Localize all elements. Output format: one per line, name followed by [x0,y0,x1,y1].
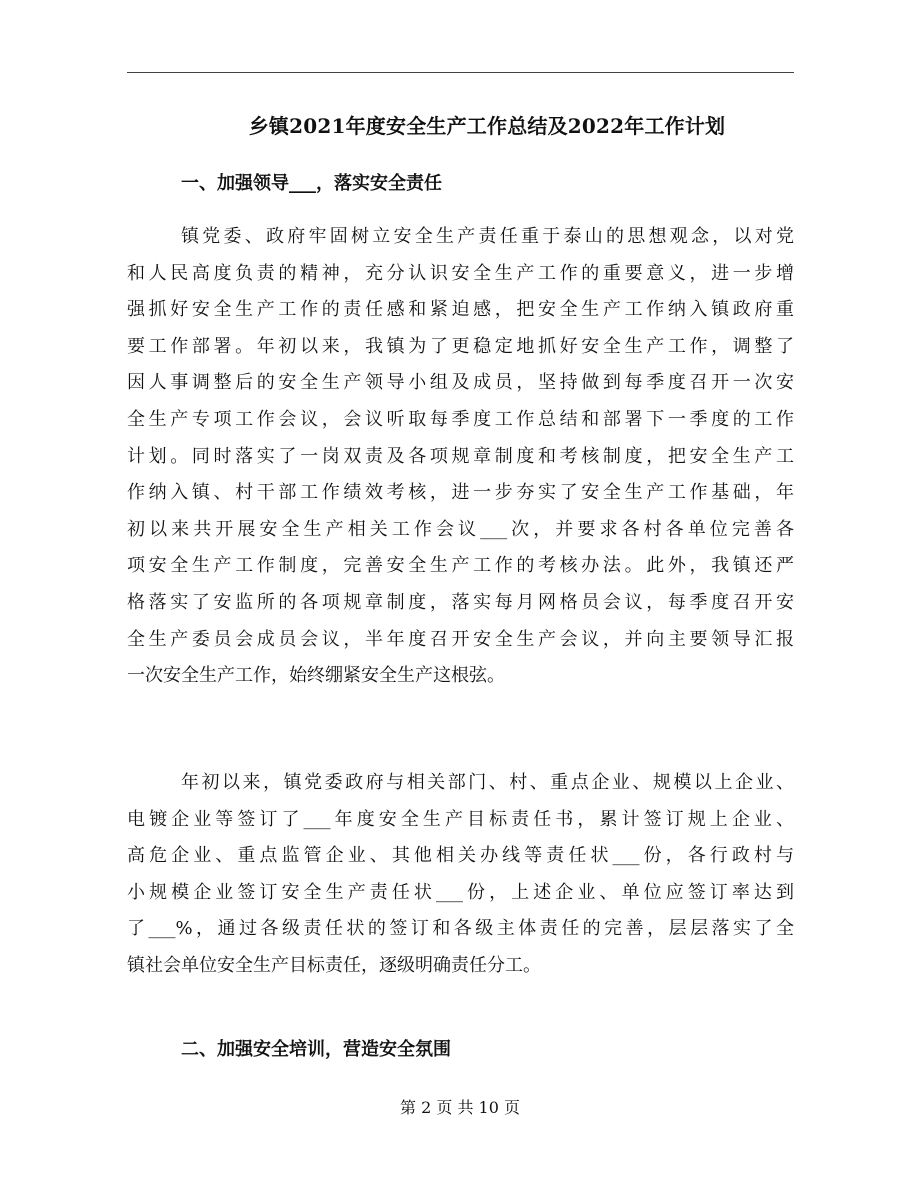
paragraph-line: 因人事调整后的安全生产领导小组及成员，坚持做到每季度召开一次安 [127,372,794,394]
paragraph-line: 小规模企业签订安全生产责任状___份，上述企业、单位应签订率达到 [127,881,794,903]
paragraph-line: 电镀企业等签订了___年度安全生产目标责任书，累计签订规上企业、 [127,808,794,830]
page-number-footer: 第 2 页 共 10 页 [400,1098,520,1117]
paragraph-line: 格落实了安监所的各项规章制度，落实每月网格员会议，每季度召开安 [127,591,794,613]
paragraph-line: 强抓好安全生产工作的责任感和紧迫感，把安全生产工作纳入镇政府重 [127,299,794,321]
paragraph-line: 项安全生产工作制度，完善安全生产工作的考核办法。此外，我镇还严 [127,555,794,577]
paragraph-line: 镇党委、政府牢固树立安全生产责任重于泰山的思想观念，以对党 [181,226,794,247]
paragraph-line: 高危企业、重点监管企业、其他相关办线等责任状___份，各行政村与 [127,845,794,867]
paragraph-line: 全生产委员会成员会议，半年度召开安全生产会议，并向主要领导汇报 [127,628,794,650]
section-heading-1: 一、加强领导___，落实安全责任 [181,173,442,194]
paragraph-line: 计划。同时落实了一岗双责及各项规章制度和考核制度，把安全生产工 [127,445,794,467]
paragraph-line: 年初以来，镇党委政府与相关部门、村、重点企业、规模以上企业、 [181,772,794,793]
paragraph-line: 初以来共开展安全生产相关工作会议___次，并要求各村各单位完善各 [127,518,794,540]
paragraph-line: 作纳入镇、村干部工作绩效考核，进一步夯实了安全生产工作基础，年 [127,482,794,504]
paragraph-line: 一次安全生产工作，始终绷紧安全生产这根弦。 [127,665,505,687]
document-title: 乡镇2021年度安全生产工作总结及2022年工作计划 [248,114,726,138]
paragraph-1 [127,219,794,695]
paragraph-line: 要工作部署。年初以来，我镇为了更稳定地抓好安全生产工作，调整了 [127,335,794,357]
paragraph-line: 镇社会单位安全生产目标责任，逐级明确责任分工。 [127,954,541,976]
paragraph-line: 全生产专项工作会议，会议听取每季度工作总结和部署下一季度的工作 [127,408,794,430]
header-rule [127,72,794,73]
paragraph-line: 了___%，通过各级责任状的签订和各级主体责任的完善，层层落实了全 [127,918,794,940]
paragraph-line: 和人民高度负责的精神，充分认识安全生产工作的重要意义，进一步增 [127,262,794,284]
section-heading-2: 二、加强安全培训，营造安全氛围 [181,1039,451,1060]
paragraph-2 [127,765,794,985]
